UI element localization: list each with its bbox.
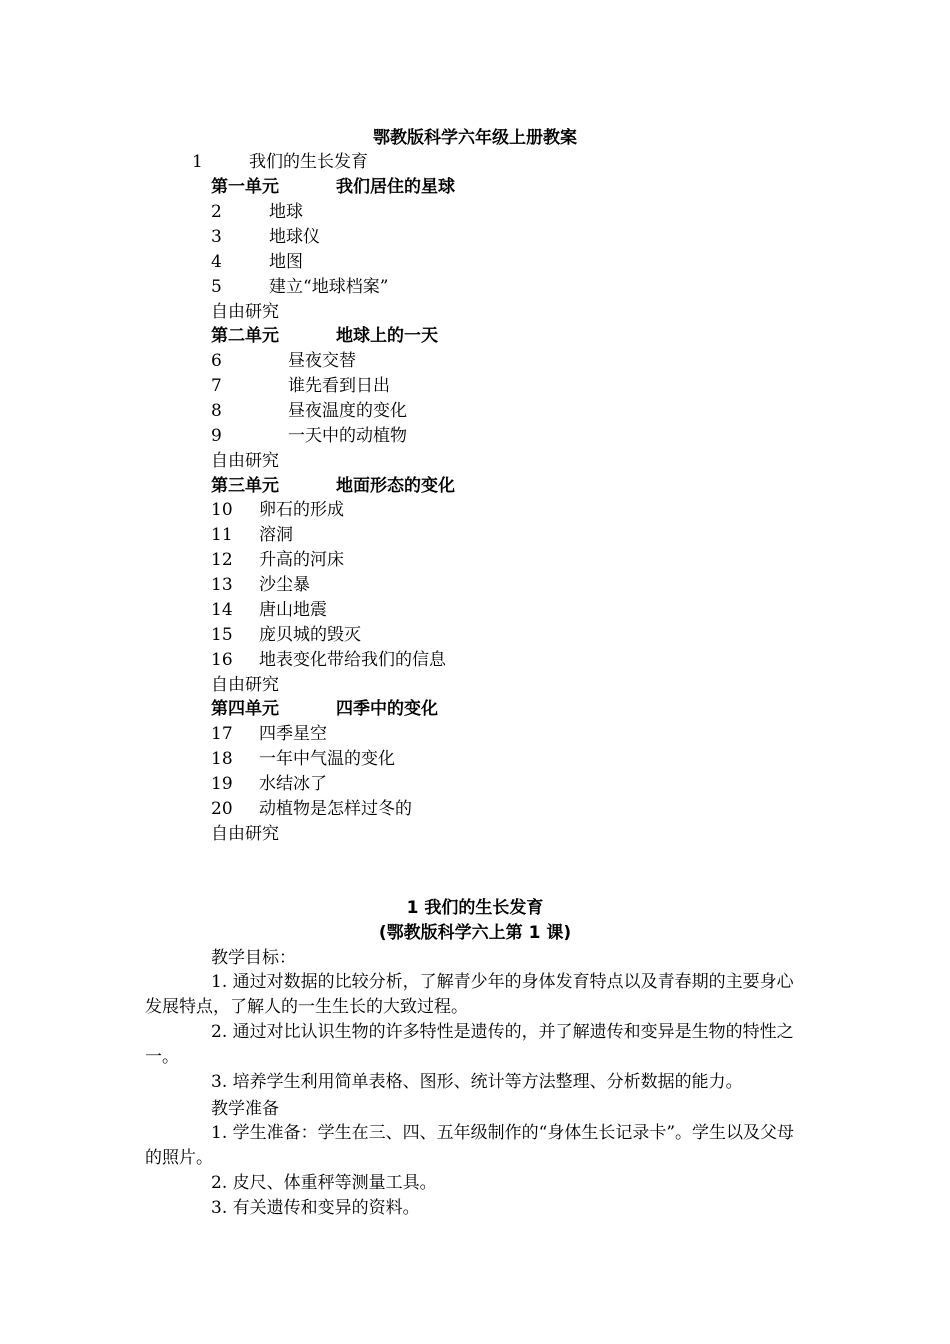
lesson-subtitle: (鄂教版科学六上第 1 课) <box>378 923 572 943</box>
toc-free-study: 自由研究 <box>211 451 279 471</box>
toc-intro <box>192 151 368 173</box>
toc-lesson: 15 庞贝城的毁灭 <box>211 625 361 645</box>
prep-2: 2. 皮尺、体重秤等测量工具。 <box>211 1173 437 1193</box>
toc-lesson: 2 地球 <box>211 202 303 222</box>
toc-free-study: 自由研究 <box>211 824 279 844</box>
toc-lesson: 18 一年中气温的变化 <box>211 749 395 769</box>
unit-heading: 第一单元 我们居住的星球 <box>211 177 455 197</box>
toc-lesson: 4 地图 <box>211 252 303 272</box>
toc-lesson: 5 建立“地球档案” <box>211 277 389 297</box>
toc-lesson: 7 谁先看到日出 <box>211 376 390 396</box>
unit-heading: 第四单元 四季中的变化 <box>211 699 438 719</box>
toc-free-study: 自由研究 <box>211 302 279 322</box>
toc-lesson: 11 溶洞 <box>211 525 293 545</box>
prep-1: 1. 学生准备：学生在三、四、五年级制作的“身体生长记录卡”。学生以及父母的照片。 <box>145 1123 795 1168</box>
goal-1: 1. 通过对数据的比较分析，了解青少年的身体发育特点以及青春期的主要身心发展特点，了解人的一生生长的大致过程。 <box>145 972 794 1017</box>
toc-lesson: 13 沙尘暴 <box>211 575 310 595</box>
toc-lesson: 8 昼夜温度的变化 <box>211 401 407 421</box>
toc-lesson: 19 水结冰了 <box>211 774 327 794</box>
prep-heading: 教学准备 <box>211 1099 279 1119</box>
toc-lesson: 10 卵石的形成 <box>211 500 344 520</box>
unit-heading: 第二单元 地球上的一天 <box>211 326 438 346</box>
toc-intro-label: 我们的生长发育 <box>249 152 368 172</box>
toc-lesson: 20 动植物是怎样过冬的 <box>211 799 412 819</box>
toc-lesson: 12 升高的河床 <box>211 550 344 570</box>
toc-intro-number: 1 <box>192 152 203 172</box>
toc-lesson: 9 一天中的动植物 <box>211 426 407 446</box>
lesson-title: 1 我们的生长发育 <box>406 898 544 918</box>
goal-2: 2. 通过对比认识生物的许多特性是遗传的，并了解遗传和变异是生物的特性之一。 <box>145 1022 794 1067</box>
unit-heading: 第三单元 地面形态的变化 <box>211 476 455 496</box>
goals-heading: 教学目标： <box>211 948 296 968</box>
toc-lesson: 6 昼夜交替 <box>211 351 356 371</box>
toc-free-study: 自由研究 <box>211 675 279 695</box>
toc-lesson: 16 地表变化带给我们的信息 <box>211 650 446 670</box>
toc-lesson: 17 四季星空 <box>211 724 327 744</box>
goal-3: 3. 培养学生利用简单表格、图形、统计等方法整理、分析数据的能力。 <box>211 1072 743 1092</box>
document-title: 鄂教版科学六年级上册教案 <box>373 128 577 148</box>
prep-3: 3. 有关遗传和变异的资料。 <box>211 1198 420 1218</box>
toc-lesson: 14 唐山地震 <box>211 600 327 620</box>
toc-lesson: 3 地球仪 <box>211 227 320 247</box>
